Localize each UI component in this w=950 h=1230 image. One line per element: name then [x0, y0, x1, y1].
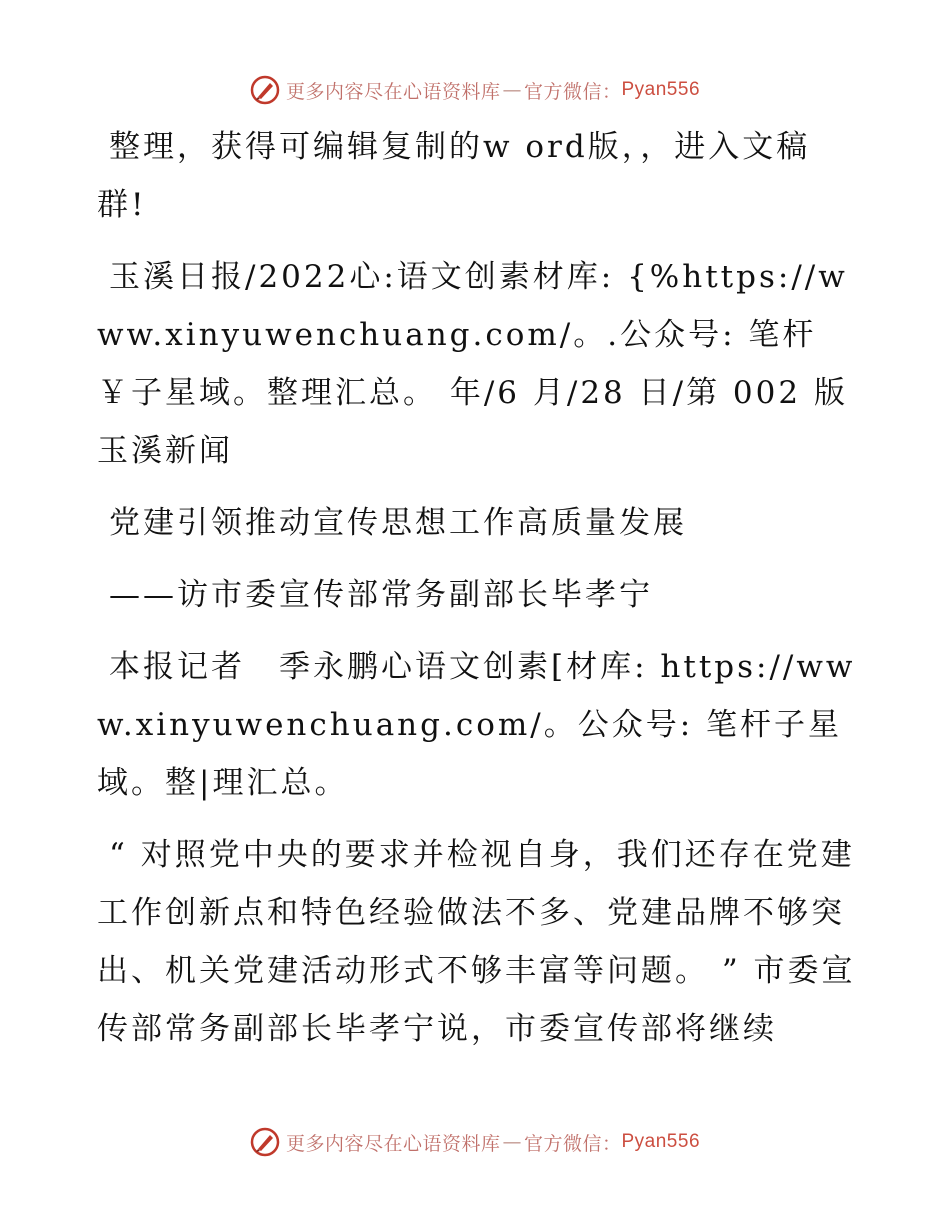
pen-logo-icon [250, 75, 280, 105]
watermark-suffix: 官方微信： [523, 80, 622, 103]
watermark-text: 更多内容尽在心语资料库 [285, 1132, 501, 1155]
watermark-wechat-id: Pyan556 [621, 1131, 701, 1152]
watermark-wechat-id: Pyan556 [621, 79, 701, 100]
article-title: 党建引领推动宣传思想工作高质量发展 [109, 505, 687, 541]
watermark-suffix: 官方微信： [523, 1132, 622, 1155]
body-paragraph: “ 对照党中央的要求并检视自身，我们还存在党建工作创新点和特色经验做法不多、党建品牌不够突出、机关党建活动形式不够丰富等问题。 ” 市委宣传部常务副部长毕孝宁说，市委宣传部将继续 [97, 837, 856, 1047]
article-subtitle: ——访市委宣传部常务副部长毕孝宁 [109, 577, 653, 613]
document-body [97, 118, 857, 1072]
footer-watermark [0, 1122, 950, 1162]
source-paragraph: 玉溪日报/2022心:语文创素材库: {%https://www.xinyuwenchuang.com/。.公众号: 笔杆￥子星域。整理汇总。 年/6 月/28 日/第 002 版玉溪新闻 [97, 259, 848, 469]
pen-logo-icon [250, 1127, 280, 1157]
watermark-text: 更多内容尽在心语资料库 [285, 80, 501, 103]
watermark-separator: — [502, 79, 522, 101]
header-watermark [0, 70, 950, 110]
byline-paragraph: 本报记者 季永鹏心语文创素[材库: https://www.xinyuwenchuang.com/。公众号: 笔杆子星域。整|理汇总。 [97, 649, 856, 801]
intro-paragraph: 整理，获得可编辑复制的w ord版，，进入文稿群! [97, 129, 811, 223]
watermark-separator: — [502, 1131, 522, 1153]
